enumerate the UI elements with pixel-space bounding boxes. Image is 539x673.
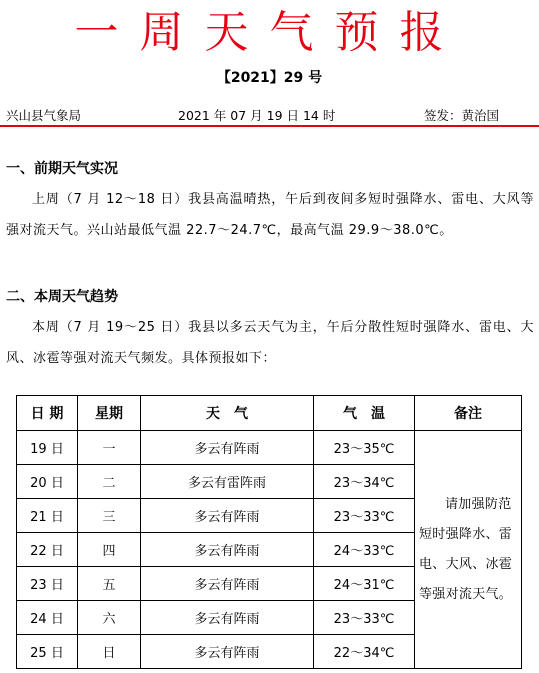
weather-cell: 多云有阵雨 [141,601,314,635]
weekday-cell: 二 [78,465,141,499]
column-header-temperature: 气 温 [314,396,415,431]
weekday-cell: 六 [78,601,141,635]
date-cell: 20 日 [17,465,78,499]
weekday-cell: 日 [78,635,141,669]
weather-cell: 多云有阵雨 [141,431,314,465]
issuing-organization: 兴山县气象局 [6,108,82,123]
remark-cell: 请加强防范短时强降水、雷电、大风、冰雹等强对流天气。 [415,431,522,669]
weekday-cell: 一 [78,431,141,465]
issue-number: 【2021】29 号 [216,70,323,86]
weather-cell: 多云有阵雨 [141,533,314,567]
weather-cell: 多云有阵雨 [141,635,314,669]
section-heading-trend: 二、本周天气趋势 [6,289,118,305]
column-header-date: 日 期 [17,396,78,431]
weather-cell: 多云有雷阵雨 [141,465,314,499]
signer: 签发：黄治国 [424,108,500,123]
date-cell: 19 日 [17,431,78,465]
temperature-cell: 23～35℃ [314,431,415,465]
table-row [17,431,522,465]
date-cell: 24 日 [17,601,78,635]
weekday-cell: 四 [78,533,141,567]
temperature-cell: 23～33℃ [314,601,415,635]
table-header-row [17,396,522,431]
section-heading-past: 一、前期天气实况 [6,161,118,177]
date-cell: 22 日 [17,533,78,567]
temperature-cell: 22～34℃ [314,635,415,669]
weekday-cell: 五 [78,567,141,601]
temperature-cell: 23～33℃ [314,499,415,533]
issue-date: 2021 年 07 月 19 日 14 时 [178,108,336,123]
date-cell: 21 日 [17,499,78,533]
weather-cell: 多云有阵雨 [141,567,314,601]
column-header-weekday: 星期 [78,396,141,431]
temperature-cell: 24～33℃ [314,533,415,567]
weather-cell: 多云有阵雨 [141,499,314,533]
document-title: 一周天气预报 [74,7,465,58]
date-cell: 25 日 [17,635,78,669]
column-header-weather: 天 气 [141,396,314,431]
section-text-trend: 本周（7 月 19～25 日）我县以多云天气为主，午后分散性短时强降水、雷电、大风、冰雹等强对流天气频发。具体预报如下： [6,320,534,366]
section-text-past: 上周（7 月 12～18 日）我县高温晴热，午后到夜间多短时强降水、雷电、大风等强对流天气。兴山站最低气温 22.7～24.7℃，最高气温 29.9～38.0℃。 [6,192,534,238]
date-cell: 23 日 [17,567,78,601]
weekday-cell: 三 [78,499,141,533]
temperature-cell: 24～31℃ [314,567,415,601]
column-header-remark: 备注 [415,396,522,431]
forecast-table [16,395,522,669]
red-divider-line [0,125,539,127]
temperature-cell: 23～34℃ [314,465,415,499]
